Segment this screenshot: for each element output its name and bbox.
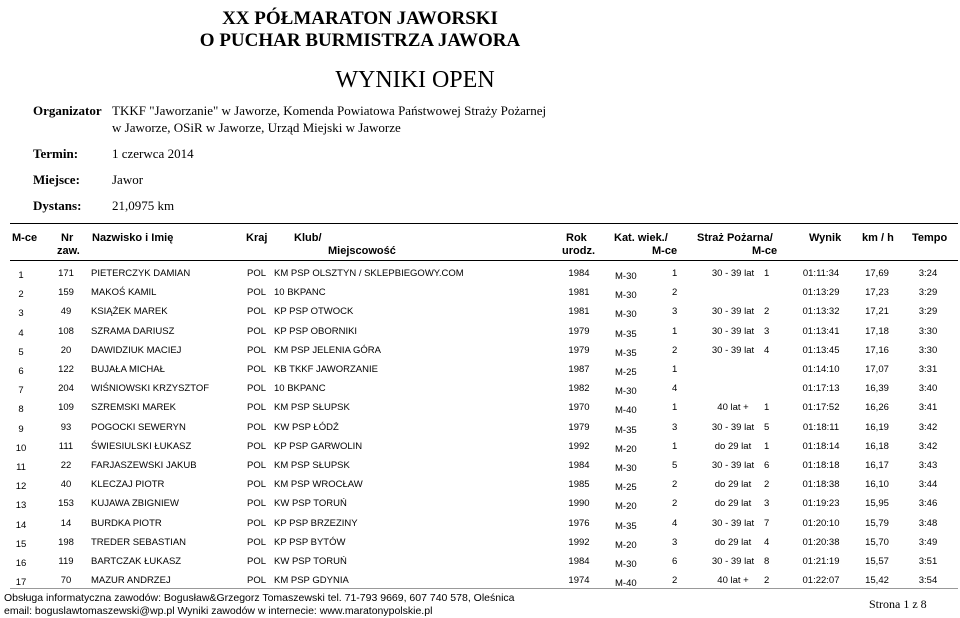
- bib-number-cell: 22: [60, 460, 72, 471]
- club-cell: KP PSP OTWOCK: [274, 306, 354, 318]
- place-cell: 1: [18, 270, 24, 281]
- speed-cell: 17,69: [865, 268, 889, 279]
- category-place-cell: 2: [672, 575, 678, 587]
- bib-number-cell: 93: [60, 421, 72, 433]
- footer-links: email: boguslawtomaszewski@wp.pl Wyniki zawodów w internecie: www.maratonypolskie.pl: [4, 605, 433, 617]
- birth-year-cell: 1984: [568, 268, 590, 279]
- col-result-header: Wynik: [809, 232, 842, 244]
- age-category-cell: M-35: [615, 328, 637, 340]
- country-cell: POL: [247, 460, 267, 471]
- fire-brigade-category-cell: 30 - 39 lat: [711, 421, 755, 433]
- finish-time-cell: 01:18:38: [802, 479, 840, 491]
- place-cell: 16: [15, 558, 27, 569]
- club-cell: KW PSP ŁÓDŹ: [274, 421, 339, 433]
- runner-name-cell: DAWIDZIUK MACIEJ: [91, 344, 182, 356]
- club-cell: KP PSP BRZEZINY: [274, 517, 358, 529]
- runner-name-cell: KLECZAJ PIOTR: [91, 479, 165, 491]
- birth-year-cell: 1984: [568, 460, 590, 471]
- table-row: [0, 479, 960, 499]
- place-cell: 10: [15, 442, 27, 454]
- place-cell: 11: [16, 462, 26, 473]
- fire-brigade-place-cell: 5: [764, 421, 770, 433]
- runner-name-cell: KUJAWA ZBIGNIEW: [91, 498, 179, 510]
- bib-number-cell: 122: [58, 364, 74, 375]
- col-nr-header-2: zaw.: [57, 245, 80, 257]
- runner-name-cell: WIŚNIOWSKI KRZYSZTOF: [91, 383, 210, 395]
- finish-time-cell: 01:14:10: [802, 364, 840, 375]
- birth-year-cell: 1981: [568, 306, 590, 318]
- pace-cell: 3:49: [918, 536, 938, 548]
- speed-cell: 15,79: [865, 517, 889, 529]
- age-category-cell: M-35: [615, 520, 637, 532]
- fire-brigade-place-cell: 3: [764, 498, 770, 510]
- col-speed-header: km / h: [862, 232, 894, 244]
- speed-cell: 17,21: [865, 306, 889, 318]
- pace-cell: 3:30: [918, 344, 938, 356]
- club-cell: KW PSP TORUŃ: [274, 498, 347, 510]
- fire-brigade-place-cell: 4: [764, 344, 770, 356]
- speed-cell: 16,39: [865, 383, 889, 395]
- finish-time-cell: 01:20:10: [802, 517, 840, 529]
- fire-brigade-category-cell: 30 - 39 lat: [711, 306, 755, 318]
- category-place-cell: 2: [672, 479, 678, 491]
- category-place-cell: 2: [672, 344, 678, 356]
- birth-year-cell: 1990: [568, 498, 590, 510]
- distance-label: Dystans:: [33, 198, 82, 213]
- country-cell: POL: [247, 268, 267, 279]
- fire-brigade-place-cell: 4: [764, 536, 770, 548]
- country-cell: POL: [247, 440, 267, 452]
- pace-cell: 3:29: [918, 306, 938, 318]
- fire-brigade-category-cell: 30 - 39 lat: [711, 460, 755, 471]
- fire-brigade-place-cell: 6: [764, 460, 770, 471]
- place-cell: 13: [15, 500, 27, 512]
- fire-brigade-place-cell: 1: [764, 440, 770, 452]
- finish-time-cell: 01:13:45: [802, 344, 840, 356]
- age-category-cell: M-30: [615, 290, 637, 302]
- fire-brigade-category-cell: 40 lat +: [717, 575, 749, 587]
- fire-brigade-category-cell: do 29 lat: [714, 498, 752, 510]
- pace-cell: 3:31: [918, 364, 938, 375]
- birth-year-cell: 1979: [568, 325, 590, 337]
- table-row: [0, 422, 960, 442]
- place-cell: 7: [18, 385, 24, 397]
- pace-cell: 3:51: [918, 556, 938, 567]
- finish-time-cell: 01:18:18: [802, 460, 840, 471]
- runner-name-cell: MAZUR ANDRZEJ: [91, 575, 171, 587]
- age-category-cell: M-35: [615, 424, 637, 436]
- birth-year-cell: 1987: [568, 364, 590, 375]
- pace-cell: 3:46: [918, 498, 938, 510]
- birth-year-cell: 1992: [568, 536, 590, 548]
- runner-name-cell: TREDER SEBASTIAN: [91, 536, 187, 548]
- country-cell: POL: [247, 287, 267, 299]
- col-year-header: Rok: [566, 232, 587, 244]
- age-category-cell: M-25: [615, 482, 637, 494]
- age-category-cell: M-40: [615, 405, 637, 417]
- bib-number-cell: 108: [58, 325, 74, 337]
- col-fire-brigade-header: Straż Pożarna/: [697, 232, 773, 244]
- pace-cell: 3:24: [918, 268, 938, 279]
- runner-name-cell: BUJAŁA MICHAŁ: [91, 364, 165, 375]
- club-cell: 10 BKPANC: [274, 383, 326, 395]
- finish-time-cell: 01:13:41: [802, 325, 840, 337]
- country-cell: POL: [247, 556, 267, 567]
- category-place-cell: 4: [672, 383, 678, 395]
- finish-time-cell: 01:18:14: [802, 440, 840, 452]
- category-place-cell: 5: [672, 460, 678, 471]
- place-cell: 4: [18, 327, 24, 339]
- col-nr-header: Nr: [61, 232, 74, 244]
- runner-name-cell: BURDKA PIOTR: [91, 517, 162, 529]
- bib-number-cell: 14: [60, 517, 72, 529]
- country-cell: POL: [247, 479, 267, 491]
- col-club-header-2: Miejscowość: [328, 245, 396, 257]
- organizer-label: Organizator: [33, 103, 102, 118]
- birth-year-cell: 1974: [568, 575, 590, 587]
- fire-brigade-category-cell: 40 lat +: [717, 402, 749, 414]
- age-category-cell: M-40: [615, 578, 637, 590]
- fire-brigade-place-cell: 2: [764, 479, 770, 491]
- table-row: [0, 460, 960, 480]
- age-category-cell: M-20: [615, 443, 637, 455]
- bib-number-cell: 20: [60, 344, 72, 356]
- age-category-cell: M-25: [615, 367, 637, 378]
- club-cell: 10 BKPANC: [274, 287, 326, 299]
- date-value: 1 czerwca 2014: [112, 146, 194, 161]
- fire-brigade-category-cell: do 29 lat: [714, 479, 752, 491]
- runner-name-cell: MAKOŚ KAMIL: [91, 287, 157, 299]
- col-tempo-header: Tempo: [912, 232, 948, 244]
- place-cell: 14: [15, 519, 27, 531]
- category-place-cell: 4: [672, 517, 678, 529]
- footer-rule: [10, 588, 958, 589]
- age-category-cell: M-30: [615, 559, 637, 570]
- bib-number-cell: 198: [58, 536, 74, 548]
- category-place-cell: 1: [672, 440, 678, 452]
- fire-brigade-category-cell: 30 - 39 lat: [711, 325, 755, 337]
- results-title: WYNIKI OPEN: [335, 67, 495, 93]
- table-row: [0, 556, 960, 576]
- table-row: [0, 268, 960, 288]
- fire-brigade-category-cell: 30 - 39 lat: [711, 268, 755, 279]
- col-place-header: M-ce: [12, 232, 38, 244]
- col-name-header: Nazwisko i Imię: [92, 232, 174, 244]
- age-category-cell: M-30: [615, 386, 637, 398]
- place-cell: 9: [18, 423, 24, 435]
- place-cell: 8: [18, 404, 24, 416]
- category-place-cell: 1: [672, 325, 678, 337]
- country-cell: POL: [247, 383, 267, 395]
- birth-year-cell: 1979: [568, 344, 590, 356]
- col-club-header: Klub/: [294, 232, 322, 244]
- finish-time-cell: 01:20:38: [802, 536, 840, 548]
- club-cell: KM PSP SŁUPSK: [274, 460, 350, 471]
- col-country-header: Kraj: [246, 232, 268, 244]
- runner-name-cell: SZREMSKI MAREK: [91, 402, 176, 414]
- pace-cell: 3:29: [918, 287, 938, 299]
- category-place-cell: 1: [672, 268, 678, 279]
- table-row: [0, 326, 960, 346]
- speed-cell: 17,23: [865, 287, 889, 299]
- col-category-header-2: M-ce: [652, 245, 678, 257]
- speed-cell: 16,18: [865, 440, 889, 452]
- age-category-cell: M-35: [615, 347, 637, 359]
- runner-name-cell: SZRAMA DARIUSZ: [91, 325, 175, 337]
- fire-brigade-place-cell: 2: [764, 575, 770, 587]
- birth-year-cell: 1979: [568, 421, 590, 433]
- organizer-line-1: TKKF "Jaworzanie" w Jaworze, Komenda Powiatowa Państwowej Straży Pożarnej: [112, 103, 547, 118]
- table-row: [0, 383, 960, 403]
- fire-brigade-place-cell: 7: [764, 517, 770, 529]
- place-cell: 15: [15, 538, 27, 550]
- category-place-cell: 3: [672, 306, 678, 318]
- speed-cell: 17,16: [865, 344, 889, 356]
- category-place-cell: 6: [672, 556, 678, 567]
- bib-number-cell: 171: [58, 268, 74, 279]
- runner-name-cell: KSIĄŻEK MAREK: [91, 306, 168, 318]
- fire-brigade-category-cell: do 29 lat: [714, 440, 752, 452]
- category-place-cell: 2: [672, 287, 678, 299]
- fire-brigade-place-cell: 3: [764, 325, 770, 337]
- finish-time-cell: 01:17:13: [802, 383, 840, 395]
- col-year-header-2: urodz.: [562, 245, 595, 257]
- speed-cell: 16,19: [865, 421, 889, 433]
- pace-cell: 3:42: [918, 421, 938, 433]
- age-category-cell: M-30: [615, 463, 637, 474]
- col-category-header: Kat. wiek./: [614, 232, 668, 244]
- country-cell: POL: [247, 325, 267, 337]
- page-number: Strona 1 z 8: [869, 597, 927, 611]
- birth-year-cell: 1985: [568, 479, 590, 491]
- age-category-cell: M-20: [615, 501, 637, 513]
- fire-brigade-category-cell: do 29 lat: [714, 536, 752, 548]
- bib-number-cell: 153: [58, 498, 74, 510]
- club-cell: KP PSP OBORNIKI: [274, 325, 358, 337]
- finish-time-cell: 01:18:11: [802, 421, 840, 433]
- runner-name-cell: POGOCKI SEWERYN: [91, 421, 186, 433]
- table-row: [0, 518, 960, 538]
- pace-cell: 3:44: [918, 479, 938, 491]
- birth-year-cell: 1984: [568, 556, 590, 567]
- club-cell: KB TKKF JAWORZANIE: [274, 364, 378, 375]
- category-place-cell: 1: [672, 402, 678, 414]
- age-category-cell: M-30: [615, 309, 637, 321]
- footer-credits: Obsługa informatyczna zawodów: Bogusław&Grzegorz Tomaszewski tel. 71-793 9669, 607 740 578, Oleśnica: [4, 592, 515, 604]
- finish-time-cell: 01:11:34: [802, 268, 840, 279]
- club-cell: KP PSP BYTÓW: [274, 536, 346, 548]
- event-subtitle: O PUCHAR BURMISTRZA JAWORA: [199, 30, 521, 51]
- speed-cell: 15,95: [865, 498, 889, 510]
- bib-number-cell: 70: [60, 575, 72, 587]
- category-place-cell: 1: [672, 364, 678, 375]
- fire-brigade-category-cell: 30 - 39 lat: [711, 344, 755, 356]
- country-cell: POL: [247, 517, 267, 529]
- bib-number-cell: 119: [58, 556, 74, 567]
- finish-time-cell: 01:13:29: [802, 287, 840, 299]
- finish-time-cell: 01:17:52: [802, 402, 840, 414]
- category-place-cell: 3: [672, 421, 678, 433]
- country-cell: POL: [247, 536, 267, 548]
- country-cell: POL: [247, 402, 267, 414]
- runner-name-cell: FARJASZEWSKI JAKUB: [91, 460, 197, 471]
- place-cell: 12: [15, 481, 27, 493]
- fire-brigade-place-cell: 8: [764, 556, 770, 567]
- table-row: [0, 364, 960, 384]
- table-row: [0, 537, 960, 557]
- col-fire-brigade-header-2: M-ce: [752, 245, 778, 257]
- fire-brigade-category-cell: 30 - 39 lat: [711, 517, 755, 529]
- place-cell: 3: [18, 308, 24, 320]
- bib-number-cell: 111: [58, 440, 74, 452]
- finish-time-cell: 01:19:23: [802, 498, 840, 510]
- club-cell: KW PSP TORUŃ: [274, 556, 347, 567]
- country-cell: POL: [247, 421, 267, 433]
- speed-cell: 15,70: [865, 536, 889, 548]
- club-cell: KM PSP OLSZTYN / SKLEPBIEGOWY.COM: [274, 268, 464, 279]
- category-place-cell: 3: [672, 536, 678, 548]
- speed-cell: 16,17: [865, 460, 889, 471]
- header-top-rule: [10, 223, 958, 224]
- club-cell: KM PSP GDYNIA: [274, 575, 349, 587]
- runner-name-cell: PIETERCZYK DAMIAN: [91, 268, 191, 279]
- event-title: XX PÓŁMARATON JAWORSKI: [222, 8, 498, 29]
- speed-cell: 17,07: [865, 364, 889, 375]
- header-bottom-rule: [10, 260, 958, 261]
- birth-year-cell: 1992: [568, 440, 590, 452]
- club-cell: KM PSP WROCŁAW: [274, 479, 363, 491]
- birth-year-cell: 1982: [568, 383, 590, 395]
- country-cell: POL: [247, 498, 267, 510]
- table-row: [0, 402, 960, 422]
- country-cell: POL: [247, 344, 267, 356]
- country-cell: POL: [247, 575, 267, 587]
- pace-cell: 3:41: [918, 402, 938, 414]
- birth-year-cell: 1981: [568, 287, 590, 299]
- bib-number-cell: 159: [58, 287, 74, 299]
- pace-cell: 3:30: [918, 325, 938, 337]
- place-cell: 2: [18, 289, 24, 301]
- speed-cell: 16,26: [865, 402, 889, 414]
- table-row: [0, 306, 960, 326]
- runner-name-cell: ŚWIESIULSKI ŁUKASZ: [91, 440, 192, 452]
- speed-cell: 17,18: [865, 325, 889, 337]
- table-row: [0, 498, 960, 518]
- speed-cell: 15,42: [865, 575, 889, 587]
- club-cell: KM PSP JELENIA GÓRA: [274, 344, 382, 356]
- birth-year-cell: 1970: [568, 402, 590, 414]
- fire-brigade-place-cell: 1: [764, 402, 770, 414]
- speed-cell: 16,10: [865, 479, 889, 491]
- age-category-cell: M-30: [615, 271, 637, 282]
- fire-brigade-place-cell: 1: [764, 268, 770, 279]
- bib-number-cell: 40: [60, 479, 72, 491]
- distance-value: 21,0975 km: [112, 198, 175, 213]
- country-cell: POL: [247, 306, 267, 318]
- club-cell: KP PSP GARWOLIN: [274, 440, 363, 452]
- date-label: Termin:: [33, 146, 79, 161]
- place-cell: 5: [18, 346, 24, 358]
- place-cell: 6: [18, 366, 24, 377]
- finish-time-cell: 01:22:07: [802, 575, 840, 587]
- table-row: [0, 441, 960, 461]
- speed-cell: 15,57: [865, 556, 889, 567]
- finish-time-cell: 01:13:32: [802, 306, 840, 318]
- table-row: [0, 345, 960, 365]
- country-cell: POL: [247, 364, 267, 375]
- category-place-cell: 2: [672, 498, 678, 510]
- club-cell: KM PSP SŁUPSK: [274, 402, 350, 414]
- pace-cell: 3:40: [918, 383, 938, 395]
- bib-number-cell: 49: [60, 306, 72, 318]
- fire-brigade-category-cell: 30 - 39 lat: [711, 556, 755, 567]
- table-row: [0, 287, 960, 307]
- bib-number-cell: 204: [58, 383, 74, 395]
- finish-time-cell: 01:21:19: [802, 556, 840, 567]
- birth-year-cell: 1976: [568, 517, 590, 529]
- pace-cell: 3:48: [918, 517, 938, 529]
- pace-cell: 3:43: [918, 460, 938, 471]
- place-value: Jawor: [112, 172, 144, 187]
- bib-number-cell: 109: [58, 402, 74, 414]
- organizer-line-2: w Jaworze, OSiR w Jaworze, Urząd Miejski w Jaworze: [112, 120, 401, 135]
- pace-cell: 3:54: [918, 575, 938, 587]
- age-category-cell: M-20: [615, 539, 637, 551]
- place-label: Miejsce:: [33, 172, 80, 187]
- runner-name-cell: BARTCZAK ŁUKASZ: [91, 556, 182, 567]
- pace-cell: 3:42: [918, 440, 938, 452]
- fire-brigade-place-cell: 2: [764, 306, 770, 318]
- place-cell: 17: [15, 577, 27, 589]
